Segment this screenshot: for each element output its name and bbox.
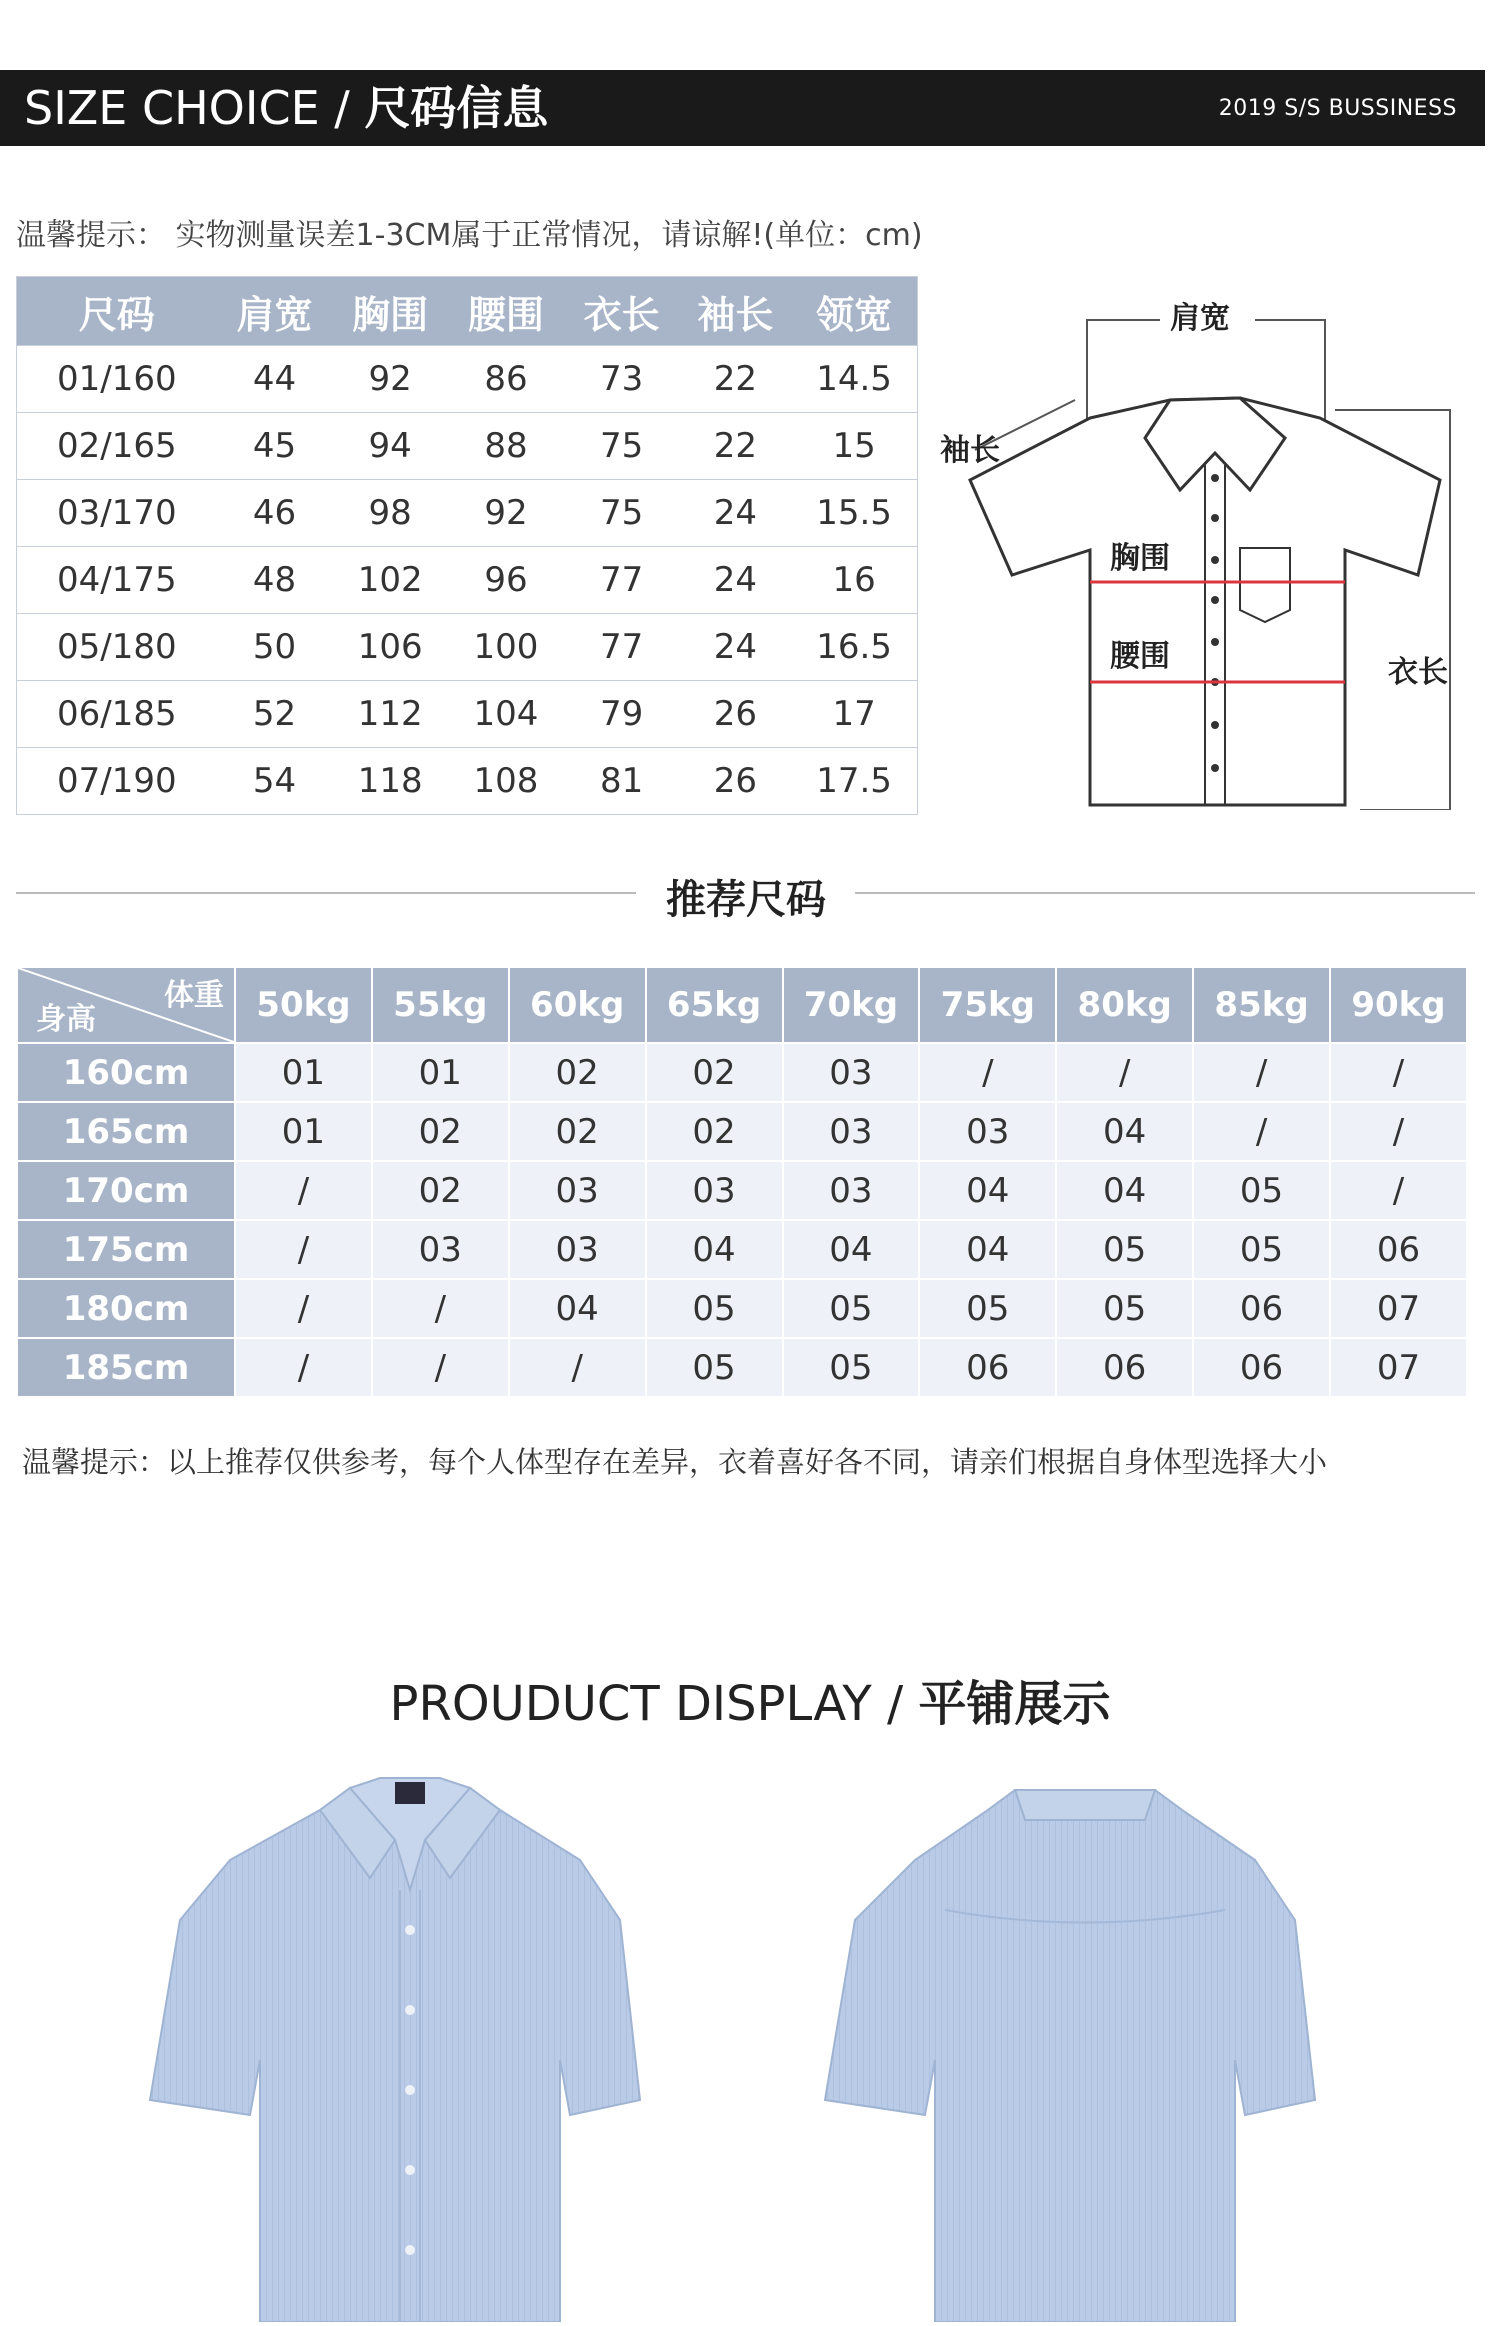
size-cell: 118: [332, 748, 448, 815]
diagram-length-label: 衣长: [1388, 655, 1448, 690]
recommend-cell: 04: [1056, 1102, 1193, 1161]
size-table-header: 衣长: [564, 277, 680, 346]
weight-header: 65kg: [646, 967, 783, 1043]
size-cell: 75: [564, 413, 680, 480]
shirt-back-icon: [815, 1760, 1355, 2322]
recommend-cell: 02: [372, 1102, 509, 1161]
recommend-cell: /: [235, 1220, 372, 1279]
display-title: [0, 1665, 1500, 1734]
corner-weight-label: 体重: [164, 978, 224, 1013]
size-table-row: [17, 413, 918, 480]
recommend-cell: /: [235, 1279, 372, 1338]
height-label: 185cm: [17, 1338, 235, 1397]
size-cell: 04/175: [17, 547, 217, 614]
section-title-cn: 尺码信息: [364, 81, 549, 135]
recommend-cell: /: [235, 1161, 372, 1220]
recommend-cell: /: [1330, 1102, 1467, 1161]
recommend-table: [16, 966, 1468, 1398]
recommend-cell: /: [1193, 1043, 1330, 1102]
size-cell: 50: [217, 614, 333, 681]
shirt-back-image: [815, 1760, 1355, 2322]
recommend-cell: 05: [1193, 1220, 1330, 1279]
size-cell: 15.5: [791, 480, 917, 547]
size-cell: 100: [448, 614, 564, 681]
recommend-cell: 04: [783, 1220, 920, 1279]
size-cell: 16.5: [791, 614, 917, 681]
recommend-cell: 03: [646, 1161, 783, 1220]
weight-header: 60kg: [509, 967, 646, 1043]
recommend-row: [17, 1338, 1467, 1397]
recommend-cell: /: [1330, 1043, 1467, 1102]
recommend-cell: 06: [1193, 1338, 1330, 1397]
size-cell: 24: [680, 614, 792, 681]
display-title-en: PROUDUCT DISPLAY /: [389, 1676, 919, 1732]
recommend-cell: 01: [235, 1043, 372, 1102]
recommend-cell: /: [1056, 1043, 1193, 1102]
recommend-cell: 03: [783, 1102, 920, 1161]
recommend-cell: 02: [509, 1102, 646, 1161]
display-title-cn: 平铺展示: [918, 1676, 1111, 1732]
size-table-header: 袖长: [680, 277, 792, 346]
size-table-header-row: [17, 277, 918, 346]
recommend-cell: 06: [1330, 1220, 1467, 1279]
size-cell: 52: [217, 681, 333, 748]
size-cell: 22: [680, 413, 792, 480]
size-cell: 24: [680, 480, 792, 547]
recommend-cell: 04: [919, 1220, 1056, 1279]
size-cell: 104: [448, 681, 564, 748]
recommend-cell: 03: [509, 1161, 646, 1220]
size-cell: 26: [680, 748, 792, 815]
recommend-cell: 02: [372, 1161, 509, 1220]
diagram-shoulder-label: 肩宽: [1170, 301, 1230, 336]
diagram-chest-label: 胸围: [1110, 541, 1170, 576]
size-cell: 75: [564, 480, 680, 547]
size-cell: 46: [217, 480, 333, 547]
size-cell: 14.5: [791, 346, 917, 413]
weight-header: 85kg: [1193, 967, 1330, 1043]
recommend-cell: 05: [646, 1338, 783, 1397]
recommend-cell: 05: [783, 1279, 920, 1338]
shirt-outline-icon: [940, 270, 1460, 810]
size-cell: 17: [791, 681, 917, 748]
recommend-cell: 05: [1056, 1220, 1193, 1279]
size-cell: 44: [217, 346, 333, 413]
size-cell: 02/165: [17, 413, 217, 480]
recommend-notice: 温馨提示：以上推荐仅供参考，每个人体型存在差异，衣着喜好各不同，请亲们根据自身体型选择大小: [22, 1445, 1328, 1479]
recommend-row: [17, 1043, 1467, 1102]
recommend-cell: 04: [646, 1220, 783, 1279]
recommend-cell: /: [372, 1279, 509, 1338]
size-table-header: 肩宽: [217, 277, 333, 346]
size-table-header: 腰围: [448, 277, 564, 346]
weight-header: 50kg: [235, 967, 372, 1043]
section-header-bar: [0, 70, 1485, 146]
recommend-row: [17, 1279, 1467, 1338]
size-table-row: [17, 748, 918, 815]
recommend-cell: 05: [1056, 1279, 1193, 1338]
recommend-cell: /: [919, 1043, 1056, 1102]
height-label: 170cm: [17, 1161, 235, 1220]
size-cell: 112: [332, 681, 448, 748]
size-cell: 01/160: [17, 346, 217, 413]
size-cell: 92: [448, 480, 564, 547]
size-cell: 88: [448, 413, 564, 480]
size-cell: 17.5: [791, 748, 917, 815]
recommend-row: [17, 1161, 1467, 1220]
size-cell: 03/170: [17, 480, 217, 547]
size-cell: 92: [332, 346, 448, 413]
diagram-sleeve-label: 袖长: [940, 433, 1000, 468]
recommend-cell: 04: [1056, 1161, 1193, 1220]
section-title-en: SIZE CHOICE /: [24, 81, 365, 135]
corner-height-label: 身高: [36, 1002, 96, 1037]
diagram-waist-label: 腰围: [1110, 639, 1170, 674]
recommend-cell: 05: [1193, 1161, 1330, 1220]
size-table-header: 尺码: [17, 277, 217, 346]
section-title: [24, 78, 548, 138]
corner-cell: [17, 967, 235, 1043]
shirt-front-image: [140, 1760, 680, 2322]
measurement-diagram: [940, 270, 1460, 810]
recommend-cell: /: [509, 1338, 646, 1397]
size-cell: 15: [791, 413, 917, 480]
size-table-header: 胸围: [332, 277, 448, 346]
recommend-cell: 03: [919, 1102, 1056, 1161]
size-table-row: [17, 480, 918, 547]
size-cell: 77: [564, 614, 680, 681]
recommend-cell: /: [235, 1338, 372, 1397]
recommend-cell: /: [1193, 1102, 1330, 1161]
size-cell: 81: [564, 748, 680, 815]
recommend-cell: 06: [1193, 1279, 1330, 1338]
size-cell: 16: [791, 547, 917, 614]
size-cell: 79: [564, 681, 680, 748]
height-label: 175cm: [17, 1220, 235, 1279]
size-cell: 54: [217, 748, 333, 815]
recommend-cell: 02: [646, 1102, 783, 1161]
size-table-row: [17, 346, 918, 413]
size-cell: 48: [217, 547, 333, 614]
recommend-title: 推荐尺码: [666, 877, 826, 923]
recommend-cell: 07: [1330, 1279, 1467, 1338]
recommend-cell: 03: [783, 1161, 920, 1220]
height-label: 165cm: [17, 1102, 235, 1161]
recommend-cell: 02: [646, 1043, 783, 1102]
shirt-front-icon: [140, 1760, 680, 2322]
size-cell: 77: [564, 547, 680, 614]
recommend-cell: 04: [919, 1161, 1056, 1220]
divider-right: [855, 892, 1475, 894]
size-table-header: 领宽: [791, 277, 917, 346]
size-notice: 温馨提示： 实物测量误差1-3CM属于正常情况，请谅解!(单位：cm): [16, 218, 923, 253]
recommend-cell: 02: [509, 1043, 646, 1102]
recommend-cell: /: [372, 1338, 509, 1397]
recommend-cell: 03: [783, 1043, 920, 1102]
recommend-cell: 06: [919, 1338, 1056, 1397]
size-cell: 102: [332, 547, 448, 614]
size-cell: 94: [332, 413, 448, 480]
size-table-row: [17, 681, 918, 748]
size-cell: 73: [564, 346, 680, 413]
recommend-header-row: [17, 967, 1467, 1043]
size-cell: 98: [332, 480, 448, 547]
season-label: 2019 S/S BUSSINESS: [1218, 96, 1457, 121]
size-cell: 108: [448, 748, 564, 815]
size-cell: 24: [680, 547, 792, 614]
size-cell: 26: [680, 681, 792, 748]
size-cell: 06/185: [17, 681, 217, 748]
weight-header: 90kg: [1330, 967, 1467, 1043]
weight-header: 55kg: [372, 967, 509, 1043]
recommend-row: [17, 1220, 1467, 1279]
height-label: 180cm: [17, 1279, 235, 1338]
recommend-cell: /: [1330, 1161, 1467, 1220]
recommend-cell: 01: [235, 1102, 372, 1161]
recommend-row: [17, 1102, 1467, 1161]
recommend-cell: 03: [372, 1220, 509, 1279]
size-cell: 07/190: [17, 748, 217, 815]
height-label: 160cm: [17, 1043, 235, 1102]
size-cell: 86: [448, 346, 564, 413]
size-cell: 22: [680, 346, 792, 413]
size-table: [16, 276, 918, 815]
size-table-row: [17, 547, 918, 614]
weight-header: 75kg: [919, 967, 1056, 1043]
size-cell: 106: [332, 614, 448, 681]
size-table-row: [17, 614, 918, 681]
size-cell: 45: [217, 413, 333, 480]
recommend-cell: 04: [509, 1279, 646, 1338]
recommend-cell: 03: [509, 1220, 646, 1279]
recommend-cell: 06: [1056, 1338, 1193, 1397]
recommend-cell: 05: [783, 1338, 920, 1397]
recommend-cell: 05: [646, 1279, 783, 1338]
divider-left: [16, 892, 636, 894]
weight-header: 70kg: [783, 967, 920, 1043]
recommend-cell: 07: [1330, 1338, 1467, 1397]
recommend-cell: 05: [919, 1279, 1056, 1338]
size-cell: 96: [448, 547, 564, 614]
size-cell: 05/180: [17, 614, 217, 681]
weight-header: 80kg: [1056, 967, 1193, 1043]
recommend-cell: 01: [372, 1043, 509, 1102]
